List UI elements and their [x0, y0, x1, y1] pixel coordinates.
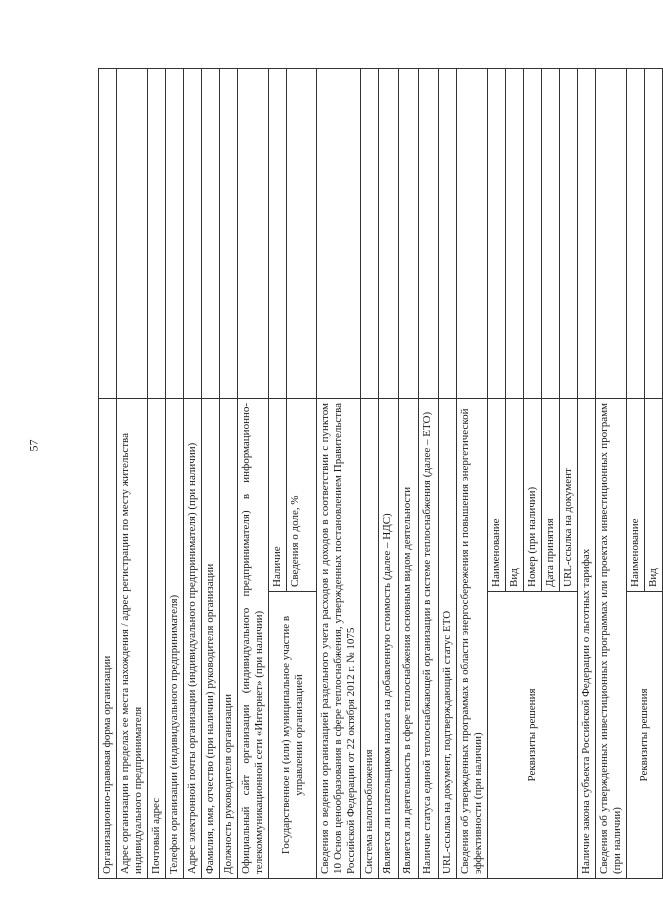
value-cell [117, 68, 148, 398]
value-cell [269, 68, 287, 398]
table-row [361, 68, 379, 878]
table-row [317, 68, 361, 878]
row-label-head-name: Фамилия, имя, отчество (при наличии) руководителя организации [202, 398, 220, 878]
value-cell [399, 68, 419, 398]
value-cell [202, 68, 220, 398]
row-label-requisites: Реквизиты решения [488, 592, 578, 879]
value-cell [166, 68, 184, 398]
row-label-eto-url: URL-ссылка на документ, подтверждающий статус ЕТО [439, 398, 457, 878]
row-label-email: Адрес электронной почты организации (индивидуального предпринимателя) (при наличии) [184, 398, 202, 878]
table-row [220, 68, 238, 878]
table-row [627, 68, 645, 878]
value-cell [524, 68, 542, 398]
row-label-energy-programs: Сведения об утвержденных программах в области энергосбережения и повышения энергетической эффективности (при наличии) [457, 398, 488, 878]
value-cell [627, 68, 645, 398]
table-row [117, 68, 148, 878]
table-row [488, 68, 506, 878]
row-label-eto-status: Наличие статуса единой теплоснабжающей организации в системе теплоснабжения (далее – ЕТО) [419, 398, 439, 878]
row-label-req-number: Номер (при наличии) [524, 398, 542, 591]
table-row [439, 68, 457, 878]
row-label-separate-accounting: Сведения о ведении организацией раздельного учета расходов и доходов в соответствии с пунктом 10 Основ ценообразования в сфере теплоснабжения, утвержденных постановлением Правительства Российской Федерации от 22 октября 2012 г. № 1075 [317, 398, 361, 878]
row-label-requisites-2: Реквизиты решения [627, 592, 663, 879]
row-label-req-name: Наименование [488, 398, 506, 591]
value-cell [184, 68, 202, 398]
value-cell [419, 68, 439, 398]
rotated-form-table [98, 69, 659, 879]
organization-info-table [98, 68, 663, 879]
row-label-req-type: Вид [506, 398, 524, 591]
row-label-req2-name: Наименование [627, 398, 645, 591]
row-label-vat: Является ли плательщиком налога на добавленную стоимость (далее – НДС) [379, 398, 399, 878]
row-label-main-activity: Является ли деятельность в сфере теплоснабжения основным видом деятельности [399, 398, 419, 878]
value-cell [361, 68, 379, 398]
row-label-head-position: Должность руководителя организации [220, 398, 238, 878]
value-cell [560, 68, 578, 398]
value-cell [542, 68, 560, 398]
row-label-phone: Телефон организации (индивидуального предпринимателя) [166, 398, 184, 878]
table-row [457, 68, 488, 878]
row-label-req-url: URL-ссылка на документ [560, 398, 578, 591]
row-label-share: Сведения о доле, % [287, 398, 317, 591]
row-label-presence: Наличие [269, 398, 287, 591]
table-row [379, 68, 399, 878]
row-label-investment-programs: Сведения об утвержденных инвестиционных программах или проектах инвестиционных программ (при наличии) [596, 398, 627, 878]
row-label-address: Адрес организации в пределах ее места нахождения / адрес регистрации по месту жительства индивидуального предпринимателя [117, 398, 148, 878]
row-label-website: Официальный сайт организации (индивидуального предпринимателя) в информационно-телекоммуникационной сети «Интернет» (при наличии) [238, 398, 269, 878]
table-row [419, 68, 439, 878]
value-cell [99, 68, 117, 398]
row-label-tax-system: Система налогообложения [361, 398, 379, 878]
value-cell [506, 68, 524, 398]
row-label-postal: Почтовый адрес [148, 398, 166, 878]
value-cell [148, 68, 166, 398]
value-cell [596, 68, 627, 398]
value-cell [645, 68, 663, 398]
table-row [202, 68, 220, 878]
row-label-req-date: Дата принятия [542, 398, 560, 591]
row-label-req2-type: Вид [645, 398, 663, 591]
table-row [578, 68, 596, 878]
table-row [596, 68, 627, 878]
value-cell [317, 68, 361, 398]
row-label-org-form: Организационно-правовая форма организации [99, 398, 117, 878]
row-label-gov-participation: Государственное и (или) муниципальное участие в управлении организацией [269, 592, 317, 879]
table-row [166, 68, 184, 878]
table-row [148, 68, 166, 878]
value-cell [379, 68, 399, 398]
value-cell [220, 68, 238, 398]
page-number: 57 [26, 439, 41, 452]
value-cell [439, 68, 457, 398]
row-label-regional-law: Наличие закона субъекта Российской Федерации о льготных тарифах [578, 398, 596, 878]
value-cell [578, 68, 596, 398]
value-cell [457, 68, 488, 398]
table-row [238, 68, 269, 878]
value-cell [287, 68, 317, 398]
value-cell [238, 68, 269, 398]
table-row [399, 68, 419, 878]
table-row [184, 68, 202, 878]
table-row [269, 68, 287, 878]
table-row [99, 68, 117, 878]
value-cell [488, 68, 506, 398]
